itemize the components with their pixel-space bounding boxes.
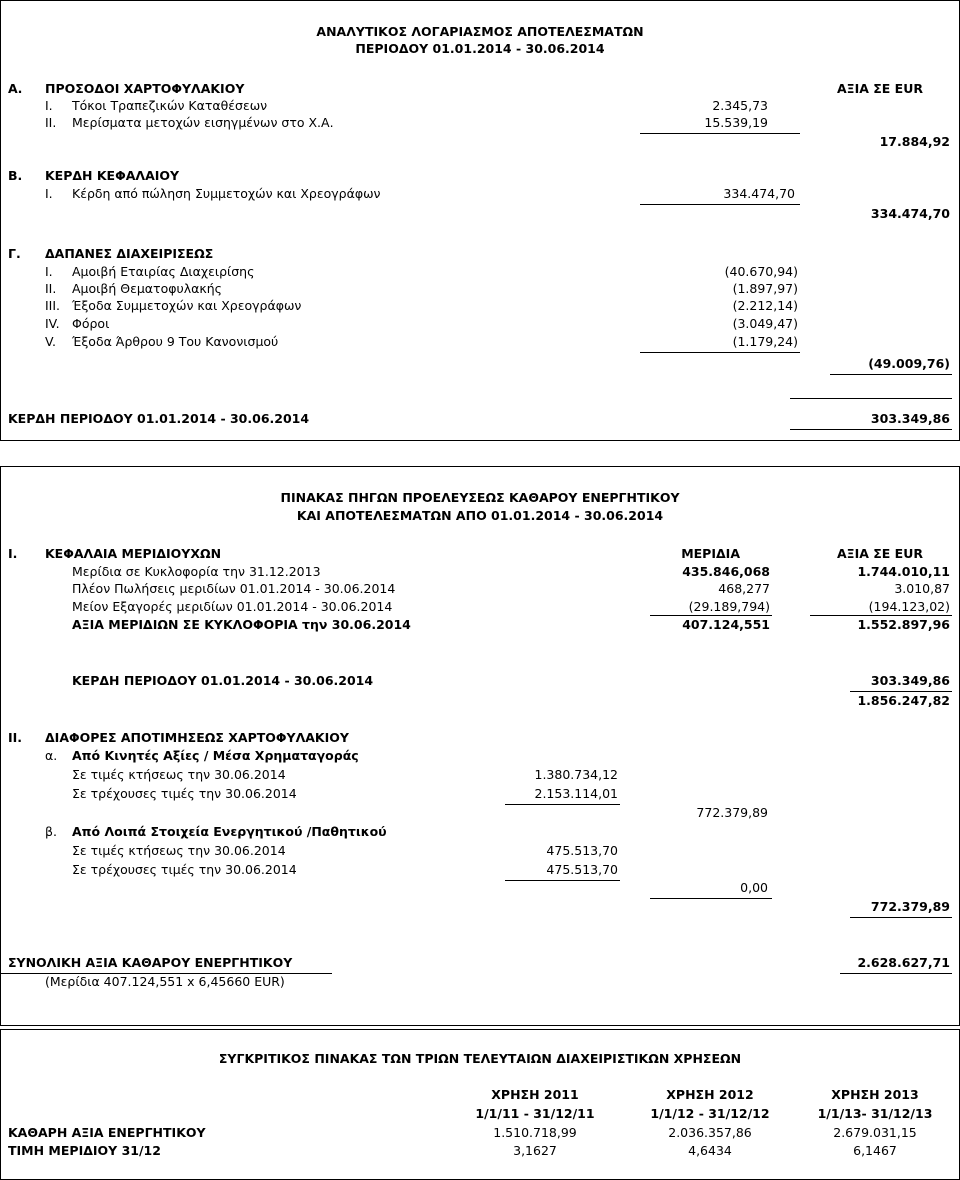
value-underline — [810, 615, 952, 616]
g-item-2-label: Αμοιβή Θεματοφυλακής — [72, 281, 222, 296]
units-row-3-units: (29.189,794) — [688, 599, 770, 614]
g-item-1-label: Αμοιβή Εταιρίας Διαχειρίσης — [72, 264, 255, 279]
sub-b-row-2-value: 475.513,70 — [546, 862, 618, 877]
results-title: ΑΝΑΛΥΤΙΚΟΣ ΛΟΓΑΡΙΑΣΜΟΣ ΑΠΟΤΕΛΕΣΜΑΤΩΝ — [316, 24, 644, 39]
sub-a-row-2-value: 2.153.114,01 — [534, 786, 618, 801]
sources-profit-value: 303.349,86 — [870, 673, 950, 688]
g-item-4-label: Φόροι — [72, 316, 110, 331]
grand-underline-right — [840, 973, 952, 974]
b-item-1-num: I. — [45, 186, 53, 201]
year-2011-label: ΧΡΗΣΗ 2011 — [491, 1087, 579, 1102]
b-item-1-value: 334.474,70 — [723, 186, 795, 201]
year-2012-label: ΧΡΗΣΗ 2012 — [666, 1087, 754, 1102]
g-item-1-value: (40.670,94) — [724, 264, 798, 279]
g-total-underline — [830, 374, 952, 375]
a-item-2-label: Μερίσματα μετοχών εισηγμένων στο Χ.Α. — [72, 115, 334, 130]
profit-underline — [790, 429, 952, 430]
section-g-title: ΔΑΠΑΝΕΣ ΔΙΑΧΕΙΡΙΣΕΩΣ — [45, 246, 214, 261]
year-2013-period: 1/1/13- 31/12/13 — [817, 1106, 933, 1121]
sources-sec2-title: ΔΙΑΦΟΡΕΣ ΑΠΟΤΙΜΗΣΕΩΣ ΧΑΡΤΟΦΥΛΑΚΙΟΥ — [45, 730, 349, 745]
sub-a-row-1-label: Σε τιμές κτήσεως την 30.06.2014 — [72, 767, 286, 782]
units-row-1-label: Μερίδια σε Κυκλοφορία την 31.12.2013 — [72, 564, 321, 579]
diff-underline — [650, 898, 772, 899]
section-b-title: ΚΕΡΔΗ ΚΕΦΑΛΑΙΟΥ — [45, 168, 180, 183]
grand-total-value: 2.628.627,71 — [857, 955, 950, 970]
nav-2013: 2.679.031,15 — [833, 1125, 917, 1140]
units-row-1-value: 1.744.010,11 — [857, 564, 950, 579]
units-row-2-units: 468,277 — [718, 581, 770, 596]
section-a-title: ΠΡΟΣΟΔΟΙ ΧΑΡΤΟΦΥΛΑΚΙΟΥ — [45, 81, 245, 96]
sources-title: ΠΙΝΑΚΑΣ ΠΗΓΩΝ ΠΡΟΕΛΕΥΣΕΩΣ ΚΑΘΑΡΟΥ ΕΝΕΡΓΗΤΙΚΟΥ — [280, 490, 680, 505]
nav-2011: 1.510.718,99 — [493, 1125, 577, 1140]
g-item-2-num: II. — [45, 281, 57, 296]
sources-sec1-title: ΚΕΦΑΛΑΙΑ ΜΕΡΙΔΙΟΥΧΩΝ — [45, 546, 222, 561]
price-2011: 3,1627 — [513, 1143, 557, 1158]
results-profit-value: 303.349,86 — [870, 411, 950, 426]
sources-sec2-total: 772.379,89 — [870, 899, 950, 914]
sub-a-num: α. — [45, 748, 58, 763]
sources-sec1-num: I. — [8, 546, 18, 561]
year-2012-period: 1/1/12 - 31/12/12 — [650, 1106, 770, 1121]
units-header: ΜΕΡΙΔΙΑ — [681, 546, 740, 561]
units-row-3-value: (194.123,02) — [868, 599, 950, 614]
units-total-value: 1.552.897,96 — [857, 617, 950, 632]
g-item-5-value: (1.179,24) — [732, 334, 798, 349]
units-row-1-units: 435.846,068 — [682, 564, 770, 579]
sub-a-row-1-value: 1.380.734,12 — [534, 767, 618, 782]
grand-total-note: (Μερίδια 407.124,551 x 6,45660 EUR) — [45, 974, 285, 989]
a-underline — [640, 133, 800, 134]
g-item-4-num: IV. — [45, 316, 60, 331]
a-item-1-label: Τόκοι Τραπεζικών Καταθέσεων — [72, 98, 268, 113]
units-total-label: ΑΞΙΑ ΜΕΡΙΔΙΩΝ ΣΕ ΚΥΚΛΟΦΟΡΙΑ την 30.06.2014 — [72, 617, 411, 632]
results-profit-label: ΚΕΡΔΗ ΠΕΡΙΟΔΟΥ 01.01.2014 - 30.06.2014 — [8, 411, 310, 426]
profit-overline — [790, 398, 952, 399]
b-item-1-label: Κέρδη από πώληση Συμμετοχών και Χρεογράφων — [72, 186, 381, 201]
sub-b-row-1-value: 475.513,70 — [546, 843, 618, 858]
sub-a-underline — [505, 804, 620, 805]
sec2-total-underline — [850, 917, 952, 918]
g-item-3-value: (2.212,14) — [732, 298, 798, 313]
b-total: 334.474,70 — [870, 206, 950, 221]
a-item-1-value: 2.345,73 — [712, 98, 768, 113]
sources-subtitle: ΚΑΙ ΑΠΟΤΕΛΕΣΜΑΤΩΝ ΑΠΟ 01.01.2014 - 30.06.2014 — [296, 508, 664, 523]
sub-a-title: Από Κινητές Αξίες / Μέσα Χρηματαγοράς — [72, 748, 359, 763]
grand-total-label: ΣΥΝΟΛΙΚΗ ΑΞΙΑ ΚΑΘΑΡΟΥ ΕΝΕΡΓΗΤΙΚΟΥ — [8, 955, 293, 970]
section-a-num: Α. — [8, 81, 23, 96]
a-item-2-num: II. — [45, 115, 57, 130]
price-2012: 4,6434 — [688, 1143, 732, 1158]
a-total: 17.884,92 — [879, 134, 950, 149]
section-b-num: Β. — [8, 168, 23, 183]
sub-a-diff: 772.379,89 — [696, 805, 768, 820]
sub-a-row-2-label: Σε τρέχουσες τιμές την 30.06.2014 — [72, 786, 297, 801]
sub-b-diff: 0,00 — [740, 880, 768, 895]
sub-b-underline — [505, 880, 620, 881]
g-item-2-value: (1.897,97) — [732, 281, 798, 296]
profit-underline-2 — [850, 691, 952, 692]
sub-b-title: Από Λοιπά Στοιχεία Ενεργητικού /Παθητικού — [72, 824, 387, 839]
g-item-5-label: Έξοδα Άρθρου 9 Του Κανονισμού — [72, 334, 279, 349]
g-underline — [640, 352, 800, 353]
g-item-4-value: (3.049,47) — [732, 316, 798, 331]
units-row-2-label: Πλέον Πωλήσεις μεριδίων 01.01.2014 - 30.06.2014 — [72, 581, 396, 596]
units-underline — [650, 615, 772, 616]
nav-row-label: ΚΑΘΑΡΗ ΑΞΙΑ ΕΝΕΡΓΗΤΙΚΟΥ — [8, 1125, 206, 1140]
sources-subtotal: 1.856.247,82 — [857, 693, 950, 708]
value-header: ΑΞΙΑ ΣΕ EUR — [837, 81, 923, 96]
price-2013: 6,1467 — [853, 1143, 897, 1158]
year-2011-period: 1/1/11 - 31/12/11 — [475, 1106, 595, 1121]
price-row-label: ΤΙΜΗ ΜΕΡΙΔΙΟΥ 31/12 — [8, 1143, 161, 1158]
comparative-title: ΣΥΓΚΡΙΤΙΚΟΣ ΠΙΝΑΚΑΣ ΤΩΝ ΤΡΙΩΝ ΤΕΛΕΥΤΑΙΩΝ ΔΙΑΧΕΙΡΙΣΤΙΚΩΝ ΧΡΗΣΕΩΝ — [218, 1051, 742, 1066]
sub-b-num: β. — [45, 824, 57, 839]
g-total: (49.009,76) — [868, 356, 950, 371]
units-row-2-value: 3.010,87 — [894, 581, 950, 596]
sub-b-row-1-label: Σε τιμές κτήσεως την 30.06.2014 — [72, 843, 286, 858]
g-item-3-label: Έξοδα Συμμετοχών και Χρεογράφων — [72, 298, 302, 313]
g-item-1-num: I. — [45, 264, 53, 279]
units-total-units: 407.124,551 — [682, 617, 770, 632]
sources-profit-label: ΚΕΡΔΗ ΠΕΡΙΟΔΟΥ 01.01.2014 - 30.06.2014 — [72, 673, 374, 688]
b-underline — [640, 204, 800, 205]
value-header-2: ΑΞΙΑ ΣΕ EUR — [837, 546, 923, 561]
sub-b-row-2-label: Σε τρέχουσες τιμές την 30.06.2014 — [72, 862, 297, 877]
a-item-2-value: 15.539,19 — [704, 115, 768, 130]
nav-2012: 2.036.357,86 — [668, 1125, 752, 1140]
year-2013-label: ΧΡΗΣΗ 2013 — [831, 1087, 919, 1102]
a-item-1-num: I. — [45, 98, 53, 113]
results-period: ΠΕΡΙΟΔΟΥ 01.01.2014 - 30.06.2014 — [355, 41, 605, 56]
g-item-3-num: III. — [45, 298, 61, 313]
g-item-5-num: V. — [45, 334, 56, 349]
section-g-num: Γ. — [8, 246, 21, 261]
sources-sec2-num: II. — [8, 730, 23, 745]
units-row-3-label: Μείον Εξαγορές μεριδίων 01.01.2014 - 30.06.2014 — [72, 599, 393, 614]
